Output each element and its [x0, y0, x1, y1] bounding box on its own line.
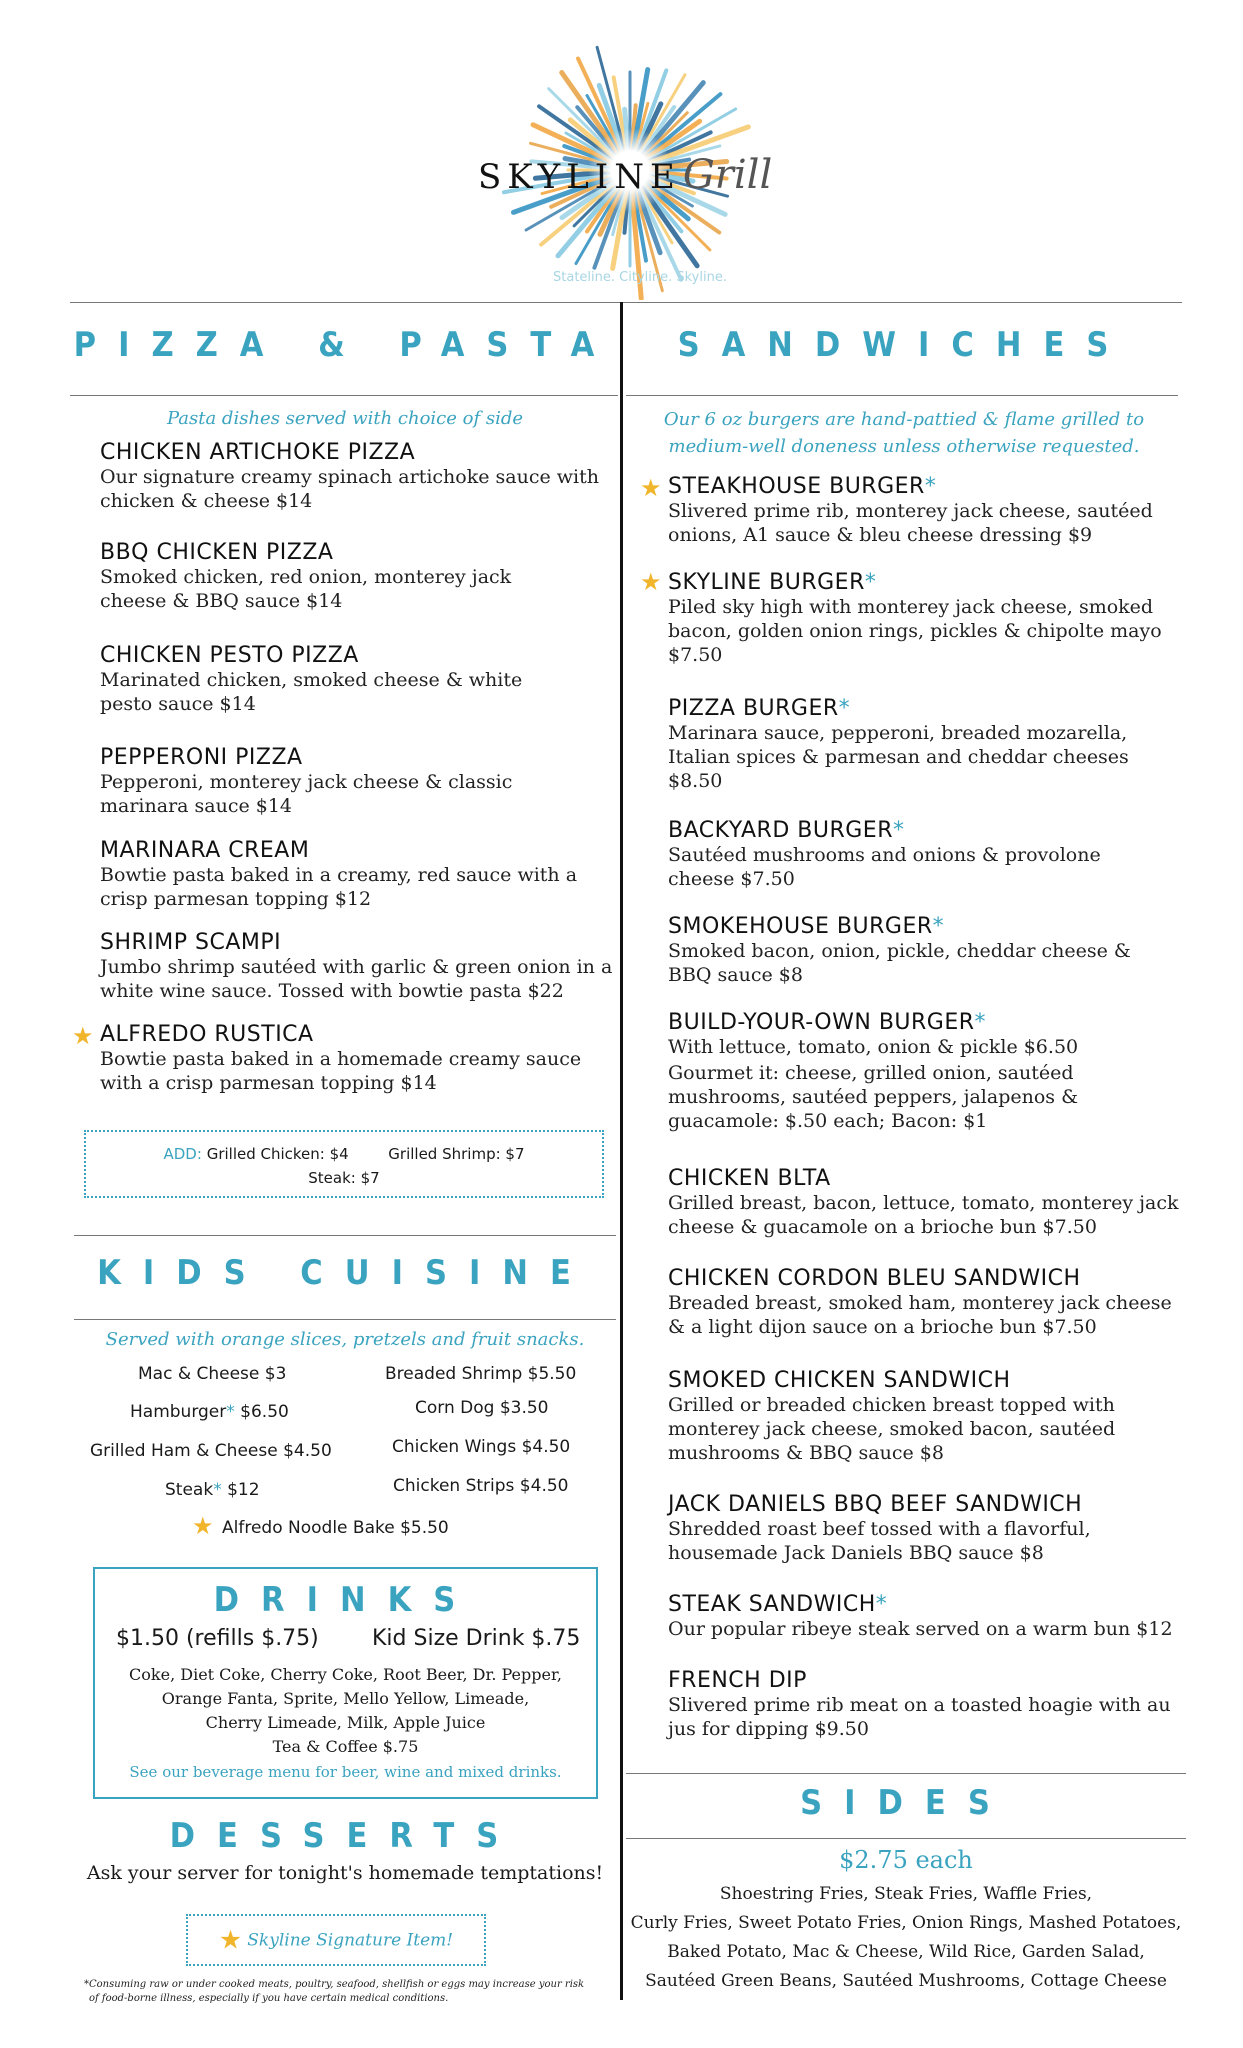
- add-on-line1: [86, 1142, 602, 1166]
- menu-item: [668, 696, 1168, 793]
- asterisk: *: [932, 914, 945, 939]
- item-name-row: [668, 696, 1168, 721]
- pizza-heading-rule: [70, 395, 618, 396]
- item-name: CHICKEN CORDON BLEU SANDWICH: [668, 1266, 1081, 1291]
- top-divider: [70, 302, 1182, 303]
- item-description: Slivered prime rib meat on a toasted hoagie with au jus for dipping $9.50: [668, 1694, 1171, 1740]
- menu-item: [100, 643, 560, 716]
- desserts-text: Ask your server for tonight's homemade temptations!: [86, 1862, 604, 1884]
- item-description: Grilled breast, bacon, lettuce, tomato, monterey jack cheese & guacamole on a brioche bun $7.50: [668, 1192, 1179, 1238]
- signature-star-icon: ★: [72, 1022, 94, 1050]
- kid-drink-price: Kid Size Drink $.75: [372, 1626, 581, 1651]
- item-description: Breaded breast, smoked ham, monterey jack cheese & a light dijon sauce on a brioche bun $7.50: [668, 1292, 1172, 1338]
- signature-label: Skyline Signature Item!: [247, 1930, 454, 1951]
- item-description: Jumbo shrimp sautéed with garlic & green onion in a white wine sauce. Tossed with bowtie pasta $22: [100, 956, 613, 1002]
- menu-item: [668, 570, 1193, 667]
- item-description: Grilled or breaded chicken breast topped with monterey jack cheese, smoked bacon, sautéed mushrooms & BBQ sauce $8: [668, 1394, 1116, 1464]
- item-name: STEAKHOUSE BURGER: [668, 474, 925, 499]
- sides-list-line: Baked Potato, Mac & Cheese, Wild Rice, Garden Salad,: [667, 1942, 1145, 1962]
- item-name-row: [668, 474, 1188, 499]
- item-name: STEAK SANDWICH: [668, 1592, 876, 1617]
- drinks-list-line: Tea & Coffee $.75: [272, 1737, 419, 1756]
- item-name: BBQ CHICKEN PIZZA: [100, 540, 334, 565]
- item-description: Slivered prime rib, monterey jack cheese, sautéed onions, A1 sauce & bleu cheese dressing $9: [668, 500, 1153, 546]
- asterisk: *: [892, 818, 905, 843]
- menu-item: [100, 930, 615, 1003]
- item-description: With lettuce, tomato, onion & pickle $6.50: [668, 1036, 1079, 1058]
- add-label: ADD:: [163, 1145, 202, 1163]
- drinks-list-line: Coke, Diet Coke, Cherry Coke, Root Beer, Dr. Pepper,: [129, 1665, 562, 1684]
- drinks-list: [93, 1663, 598, 1759]
- sides-heading-rule: [626, 1838, 1186, 1839]
- menu-item: [100, 1022, 615, 1095]
- item-description: Pepperoni, monterey jack cheese & classic marinara sauce $14: [100, 771, 513, 817]
- sides-top-rule: [626, 1773, 1186, 1774]
- kids-item-name: Steak: [165, 1480, 214, 1500]
- item-name-row: [668, 1010, 1128, 1035]
- center-divider: [620, 302, 623, 2000]
- menu-item: [668, 914, 1158, 987]
- item-name: CHICKEN PESTO PIZZA: [100, 643, 359, 668]
- gourmet-description: Gourmet it: cheese, grilled onion, sautéed mushrooms, sautéed peppers, jalapenos & guacamole: $.50 each; Bacon: $1: [668, 1062, 1078, 1132]
- kids-item: Corn Dog $3.50: [415, 1398, 549, 1418]
- item-name-row: [668, 570, 1193, 595]
- menu-item: [668, 474, 1188, 547]
- kids-item: Mac & Cheese $3: [138, 1364, 287, 1384]
- sandwiches-heading: SANDWICHES: [677, 325, 1131, 365]
- sides-price: $2.75 each: [839, 1846, 973, 1874]
- disclaimer-line: of food-borne illness, especially if you have certain medical conditions.: [89, 1993, 449, 2004]
- item-name: JACK DANIELS BBQ BEEF SANDWICH: [668, 1492, 1083, 1517]
- item-description: Marinated chicken, smoked cheese & white pesto sauce $14: [100, 669, 523, 715]
- item-name-row: [668, 818, 1148, 843]
- sandwiches-heading-rule: [626, 395, 1178, 396]
- kids-item-price: $6.50: [234, 1402, 289, 1422]
- asterisk: *: [838, 696, 851, 721]
- disclaimer-line: *Consuming raw or under cooked meats, poultry, seafood, shellfish or eggs may increase your risk: [84, 1979, 585, 1990]
- menu-item: [668, 1592, 1198, 1641]
- add-steak: Steak: $7: [308, 1169, 380, 1187]
- menu-item: [100, 440, 610, 513]
- sandwiches-note-line: medium-well doneness unless otherwise requested.: [668, 436, 1140, 457]
- signature-star-icon: ★: [640, 474, 662, 502]
- item-name: CHICKEN ARTICHOKE PIZZA: [100, 440, 416, 465]
- item-description: Our signature creamy spinach artichoke sauce with chicken & cheese $14: [100, 466, 599, 512]
- item-description: Shredded roast beef tossed with a flavorful, housemade Jack Daniels BBQ sauce $8: [668, 1518, 1091, 1564]
- item-description: Piled sky high with monterey jack cheese, smoked bacon, golden onion rings, pickles & chipolte mayo $7.50: [668, 596, 1162, 666]
- item-name-row: [668, 1592, 1198, 1617]
- desserts-heading: DESSERTS: [169, 1816, 521, 1856]
- pizza-pasta-heading: PIZZA & PASTA: [73, 325, 617, 365]
- item-name: ALFREDO RUSTICA: [100, 1022, 314, 1047]
- kids-heading: KIDS CUISINE: [97, 1253, 593, 1293]
- item-name-row: [668, 914, 1158, 939]
- asterisk: *: [213, 1480, 222, 1500]
- sides-list-line: Curly Fries, Sweet Potato Fries, Onion Rings, Mashed Potatoes,: [630, 1913, 1182, 1933]
- asterisk: *: [974, 1010, 987, 1035]
- kids-note: Served with orange slices, pretzels and fruit snacks.: [105, 1329, 585, 1350]
- menu-item: [100, 540, 520, 613]
- kids-top-rule: [74, 1235, 616, 1236]
- kids-heading-rule: [74, 1319, 616, 1320]
- sides-list-line: Sautéed Green Beans, Sautéed Mushrooms, Cottage Cheese: [645, 1971, 1167, 1991]
- logo-tagline: Stateline. Cityline. Skyline.: [553, 270, 727, 285]
- item-description: Bowtie pasta baked in a creamy, red sauce with a crisp parmesan topping $12: [100, 864, 578, 910]
- drinks-note: See our beverage menu for beer, wine and mixed drinks.: [129, 1763, 562, 1781]
- kids-item: Chicken Strips $4.50: [393, 1476, 569, 1496]
- sides-list-line: Shoestring Fries, Steak Fries, Waffle Fries,: [719, 1884, 1093, 1904]
- asterisk: *: [226, 1402, 235, 1422]
- add-on-box: [84, 1130, 604, 1198]
- kids-item: Chicken Wings $4.50: [392, 1437, 571, 1457]
- signature-star-icon: ★: [218, 1925, 243, 1956]
- menu-item: [668, 1010, 1128, 1133]
- sandwiches-note-line: Our 6 oz burgers are hand-pattied & flame grilled to: [663, 409, 1145, 430]
- logo-wordmark: [478, 152, 808, 202]
- kids-item-name: Hamburger: [130, 1402, 227, 1422]
- signature-star-icon: ★: [192, 1512, 214, 1540]
- item-description: Marinara sauce, pepperoni, breaded mozarella, Italian spices & parmesan and cheddar cheeses $8.50: [668, 722, 1129, 792]
- item-name: SMOKEHOUSE BURGER: [668, 914, 933, 939]
- item-name: SHRIMP SCAMPI: [100, 930, 282, 955]
- asterisk: *: [924, 474, 937, 499]
- kids-item-price: $12: [221, 1480, 260, 1500]
- drinks-price: $1.50 (refills $.75): [116, 1626, 319, 1651]
- add-chicken: Grilled Chicken: $4: [206, 1145, 349, 1163]
- menu-item: [668, 1266, 1193, 1339]
- item-description: Smoked bacon, onion, pickle, cheddar cheese & BBQ sauce $8: [668, 940, 1131, 986]
- drinks-list-line: Orange Fanta, Sprite, Mello Yellow, Limeade,: [161, 1689, 530, 1708]
- sides-list: [626, 1880, 1186, 1996]
- kids-item: Alfredo Noodle Bake $5.50: [222, 1518, 449, 1538]
- signature-star-icon: ★: [640, 568, 662, 596]
- kids-item: Grilled Ham & Cheese $4.50: [90, 1441, 332, 1461]
- menu-item: [668, 818, 1148, 891]
- signature-legend: [186, 1914, 486, 1966]
- kids-item: Breaded Shrimp $5.50: [385, 1364, 577, 1384]
- item-description: Sautéed mushrooms and onions & provolone cheese $7.50: [668, 844, 1101, 890]
- sandwiches-note: [626, 406, 1182, 460]
- menu-item: [668, 1492, 1148, 1565]
- sides-heading: SIDES: [800, 1783, 1012, 1823]
- item-description: Bowtie pasta baked in a homemade creamy sauce with a crisp parmesan topping $14: [100, 1048, 582, 1094]
- item-name: FRENCH DIP: [668, 1668, 807, 1693]
- item-description: Smoked chicken, red onion, monterey jack cheese & BBQ sauce $14: [100, 566, 512, 612]
- kids-item: [130, 1402, 289, 1422]
- pizza-note: Pasta dishes served with choice of side: [166, 408, 524, 429]
- menu-item: [668, 1368, 1148, 1465]
- item-name: BUILD-YOUR-OWN BURGER: [668, 1010, 975, 1035]
- item-name: SMOKED CHICKEN SANDWICH: [668, 1368, 1011, 1393]
- asterisk: *: [864, 570, 877, 595]
- drinks-list-line: Cherry Limeade, Milk, Apple Juice: [205, 1713, 486, 1732]
- menu-item: [100, 838, 610, 911]
- logo-grill: Grill: [682, 152, 773, 198]
- asterisk: *: [875, 1592, 888, 1617]
- logo-skyline: SKYLINE: [478, 157, 681, 197]
- menu-item: [668, 1668, 1188, 1741]
- menu-item: [100, 745, 560, 818]
- item-name: PIZZA BURGER: [668, 696, 839, 721]
- kids-item: [165, 1480, 260, 1500]
- item-name: SKYLINE BURGER: [668, 570, 865, 595]
- item-name: BACKYARD BURGER: [668, 818, 893, 843]
- item-name: CHICKEN BLTA: [668, 1166, 831, 1191]
- item-description: Our popular ribeye steak served on a warm bun $12: [668, 1618, 1173, 1640]
- add-shrimp: Grilled Shrimp: $7: [388, 1145, 525, 1163]
- drinks-heading: DRINKS: [213, 1580, 478, 1620]
- disclaimer: [84, 1978, 604, 2006]
- item-name: PEPPERONI PIZZA: [100, 745, 303, 770]
- item-name: MARINARA CREAM: [100, 838, 310, 863]
- menu-item: [668, 1166, 1193, 1239]
